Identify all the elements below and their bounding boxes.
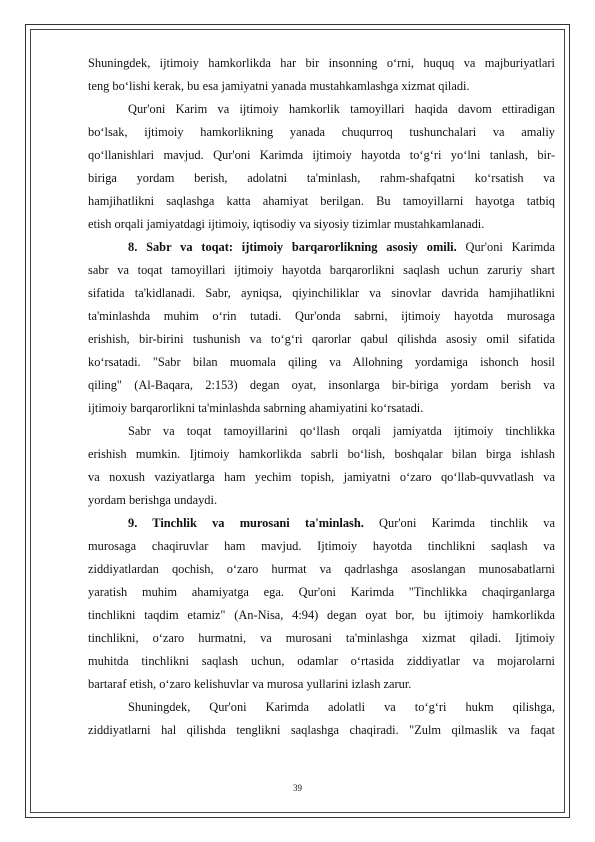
text-line: erishish mumkin. Ijtimoiy hamkorlikda sabrli bo‘lish, boshqalar bilan birga ishlash <box>88 447 555 461</box>
text-line: qiling" (Al-Baqara, 2:153) degan oyat, insonlarga bir-biriga yordam berish va <box>88 378 555 392</box>
text-line: bartaraf etish, o‘zaro kelishuvlar va murosa yullarini izlash zarur. <box>88 677 412 691</box>
text-line: ta'minlashda muhim o‘rin tutadi. Qur'onda sabrni, ijtimoiy hayotda murosaga <box>88 309 555 323</box>
page-number: 39 <box>293 783 302 793</box>
text-line: ijtimoiy barqarorlikni ta'minlashda sabrning ahamiyatini ko‘rsatadi. <box>88 401 424 415</box>
text-line: Shuningdek, Qur'oni Karimda adolatli va to‘g‘ri hukm qilishga, <box>128 700 555 714</box>
section-heading-line: 8. Sabr va toqat: ijtimoiy barqarorlikning asosiy omili. Qur'oni Karimda <box>128 240 555 254</box>
text-line: sifatida ta'kidlanadi. Sabr, ayniqsa, qiyinchiliklar va sinovlar davrida hamjihatlikni <box>88 286 555 300</box>
section-heading: 9. Tinchlik va murosani ta'minlash. <box>128 516 364 530</box>
text-line: ko‘rsatadi. "Sabr bilan muomala qiling va Allohning yordamiga ishonch hosil <box>88 355 555 369</box>
text-line: Shuningdek, ijtimoiy hamkorlikda har bir insonning o‘rni, huquq va majburiyatlari <box>88 56 555 70</box>
text-line: hamjihatlikni saqlashga katta ahamiyat berilgan. Bu tamoyillarni hayotga tatbiq <box>88 194 555 208</box>
text-line: Qur'oni Karim va ijtimoiy hamkorlik tamoyillari haqida davom ettiradigan <box>128 102 555 116</box>
text-line: tinchlikni taqdim etamiz" (An-Nisa, 4:94) degan oyat bor, bu ijtimoiy hamkorlikda <box>88 608 555 622</box>
text-line: erishish, bir-birini tushunish va to‘g‘ri qarorlar qabul qilishda asosiy omil sifatida <box>88 332 555 346</box>
text-line: muhitda tinchlikni saqlash uchun, odamlar o‘rtasida ziddiyatlar va mojarolarni <box>88 654 555 668</box>
text-line: etish orqali jamiyatdagi ijtimoiy, iqtisodiy va siyosiy tizimlar mustahkamlanadi. <box>88 217 485 231</box>
text-line: ziddiyatlarni hal qilishda tenglikni saqlashga chaqiradi. "Zulm qilmaslik va faqat <box>88 723 555 737</box>
text-line: bo‘lsak, ijtimoiy hamkorlikning yanada chuqurroq tushunchalari va amaliy <box>88 125 555 139</box>
text-line: murosaga chaqiruvlar ham mavjud. Ijtimoiy hayotda tinchlikni saqlash va <box>88 539 555 553</box>
section-heading-line: 9. Tinchlik va murosani ta'minlash. Qur'oni Karimda tinchlik va <box>128 516 555 530</box>
text-line: yaratish muhim ahamiyatga ega. Qur'oni Karimda "Tinchlikka chaqirganlarga <box>88 585 555 599</box>
document-body <box>88 52 555 742</box>
text-line: tinchlikni, o‘zaro hurmatni, va murosani ta'minlashga xizmat qiladi. Ijtimoiy <box>88 631 555 645</box>
section-heading: 8. Sabr va toqat: ijtimoiy barqarorlikning asosiy omili. <box>128 240 457 254</box>
text-line: biriga yordam berish, adolatni ta'minlash, rahm-shafqatni ko‘rsatish va <box>88 171 555 185</box>
text-line: va noxush vaziyatlarga ham yechim topish, jamiyatni o‘zaro qo‘llab-quvvatlash va <box>88 470 555 484</box>
text-line: sabr va toqat tamoyillari ijtimoiy hayotda barqarorlikni saqlash uchun zaruriy shart <box>88 263 555 277</box>
text-line: qo‘llanishlari mavjud. Qur'oni Karimda ijtimoiy hayotda to‘g‘ri yo‘lni tanlash, bir- <box>88 148 555 162</box>
text-line: yordam berishga undaydi. <box>88 493 218 507</box>
text-line: Sabr va toqat tamoyillarini qo‘llash orqali jamiyatda ijtimoiy tinchlikka <box>128 424 555 438</box>
text-line: teng bo‘lishi kerak, bu esa jamiyatni yanada mustahkamlashga xizmat qiladi. <box>88 79 470 93</box>
text-line: ziddiyatlardan qochish, o‘zaro hurmat va qadrlashga asoslangan munosabatlarni <box>88 562 555 576</box>
